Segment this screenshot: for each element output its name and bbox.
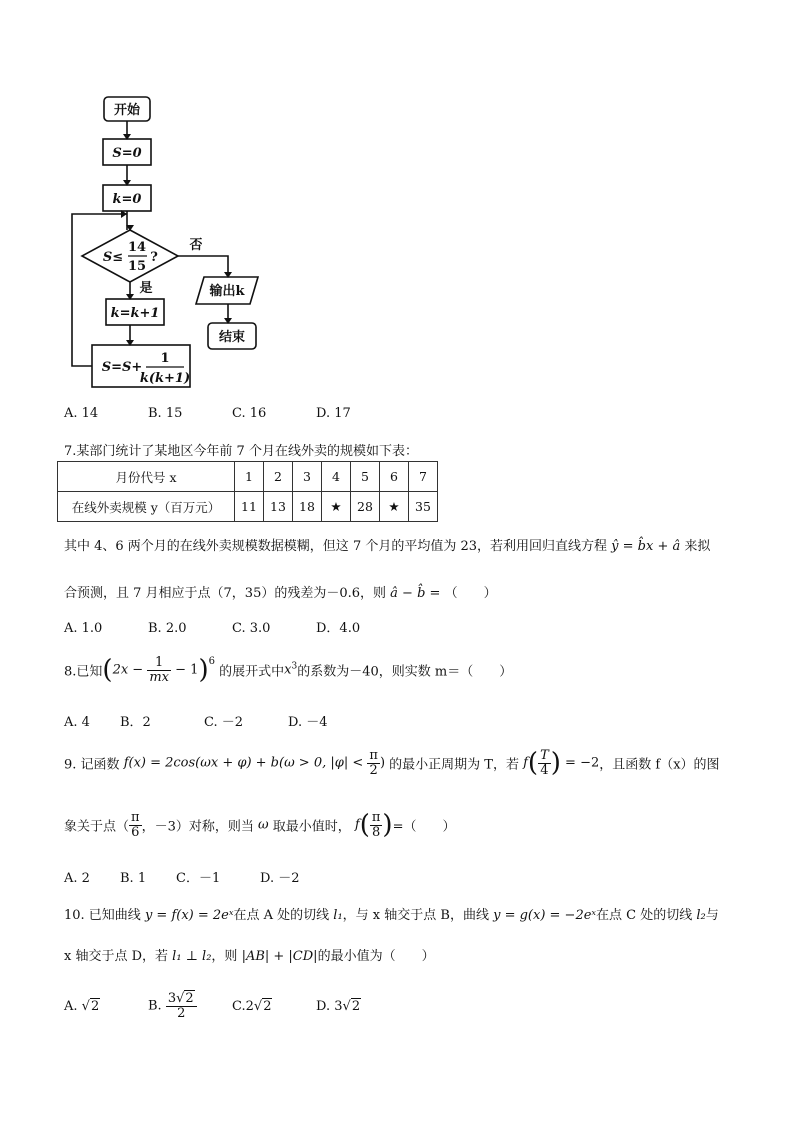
q6-options [64,406,351,421]
flow-cond-num: 14 [127,240,147,255]
flow-end-text: 结束 [218,330,246,345]
q7-line1-tail: 来拟 [684,539,711,554]
table-cell: 13 [264,492,293,522]
q8-suffix-a: 的展开式中 [219,664,285,680]
q9-pi-half [367,749,380,777]
q10-perp: l₁ ⊥ l₂ [172,949,212,964]
q9-end: ，且函数 f（x）的图 [599,757,720,773]
table-cell: 1 [235,462,264,492]
q9-pi-6 [129,811,142,839]
table-cell: 35 [409,492,438,522]
q9-p6-num: π [131,810,140,825]
table-row [58,492,438,522]
q6-option-b[interactable]: B. 15 [148,406,183,421]
table-cell: 2 [264,462,293,492]
flow-no-label: 否 [189,238,203,253]
q10-t2: ，与 x 轴交于点 B，曲线 [342,908,489,923]
flow-yes-label: 是 [139,281,153,296]
flow-s0-text: S=0 [112,146,142,161]
q8-suffix-b: 的系数为－40，则实数 m＝（ ） [297,664,513,680]
q9-pi-num: π [369,748,378,763]
q9-p6-den: 6 [131,824,140,840]
q7-line1 [64,535,710,554]
table-cell: 6 [380,462,409,492]
q10-line2-c: 的最小值为（ ） [317,949,435,964]
q8-exponent: 6 [208,656,215,667]
q10-line2-a: x 轴交于点 D，若 [64,949,169,964]
q8-option-d[interactable]: D. －4 [288,715,328,730]
q10-option-b-coef: 3 [167,991,177,1006]
q8-option-b[interactable]: B．2 [120,715,151,730]
q7-regression-eq: ŷ = b̂x + â [611,539,681,554]
q9-option-c[interactable]: C．－1 [176,871,221,886]
q9-option-a[interactable]: A. 2 [64,871,90,886]
q10-t1: 在点 A 处的切线 [233,908,330,923]
q9-p8-den: 8 [371,824,381,840]
q10-option-c[interactable]: C.2√2 [232,998,272,1014]
q7-option-b[interactable]: B. 2.0 [148,621,187,636]
q9-f-T: f [523,755,528,771]
q7-line2-tail: （ ） [444,586,497,601]
q8-prefix: 8.已知 [64,664,103,680]
q9-f8: f [354,817,360,833]
q9-pi-den: 2 [369,762,378,778]
q8-frac-num: 1 [147,656,171,671]
q10-option-c-coef: 2 [245,998,254,1014]
q8-option-a[interactable]: A. 4 [64,715,90,730]
q9-func-close: ) [379,755,386,771]
q8-fraction [147,656,171,684]
table-cell: ★ [322,492,351,522]
q10-l2: l₂ [696,908,706,923]
table-cell: 28 [351,492,380,522]
q9-line2-d: =（ ） [392,819,456,835]
q9-option-b[interactable]: B. 1 [120,871,147,886]
q10-option-b-label: B. [148,998,162,1014]
q8-option-c[interactable]: C. －2 [204,715,244,730]
q10-option-d-label: D. [316,998,331,1014]
q10-option-d-root: 2 [351,998,361,1014]
flow-update-num: 1 [160,351,170,366]
q9-function: f(x) = 2cos(ωx + φ) + b(ω > 0, |φ| < [123,755,364,771]
flow-k0-text: k=0 [112,192,142,207]
q10-option-d-coef: 3 [334,998,343,1014]
q10-option-a[interactable]: A. √2 [64,998,100,1014]
q6-option-c[interactable]: C. 16 [232,406,267,421]
table-cell: 3 [293,462,322,492]
flow-update-left: S=S+ [101,360,143,375]
q10-option-a-label: A. [64,998,78,1014]
q9-options [64,867,300,886]
table-cell: 5 [351,462,380,492]
q10-abs-expr: |AB| + |CD| [241,949,318,964]
q10-line2 [64,945,435,964]
q10-t3: 在点 C 处的切线 [596,908,693,923]
flow-update-den: k(k+1) [139,371,191,386]
q8-expr-b: − 1 [175,662,199,678]
table-cell: 18 [293,492,322,522]
q9-line2-c: 取最小值时， [272,819,351,835]
flow-cond-left: S≤ [102,250,124,265]
q9-omega: ω [257,817,269,833]
q8-expr-a: 2x − [112,662,144,678]
q9-T-den: 4 [540,762,549,778]
q10-option-b-root: 2 [185,991,194,1006]
q7-options [64,617,360,636]
q9-mid: 的最小正周期为 T，若 [389,757,519,773]
q7-line2-text: 合预测，且 7 月相应于点（7，35）的残差为－0.6，则 [64,586,387,601]
q8-x3-exp: 3 [291,661,298,672]
q10-line2-b: ，则 [211,949,238,964]
table-header-cell: 在线外卖规模 y（百万元） [58,492,235,522]
q9-option-d[interactable]: D. －2 [260,871,300,886]
q6-option-a[interactable]: A. 14 [64,406,99,421]
q9-T-val: = −2 [565,755,600,771]
q10-line1 [64,904,719,923]
q10-option-c-root: 2 [263,998,272,1014]
q7-option-d[interactable]: D．4.0 [316,621,361,636]
table-cell: 11 [235,492,264,522]
q9-pi-8 [370,811,383,839]
flow-cond-q: ? [150,250,158,265]
table-row [58,462,438,492]
q9-p8-num: π [371,810,381,825]
q9-T4 [538,749,551,777]
q7-ab-expr: â − b̂ = [390,586,441,601]
q10-eq2: y = g(x) = −2eˣ [493,908,597,923]
table-cell: ★ [380,492,409,522]
q7-stem: 7.某部门统计了某地区今年前 7 个月在线外卖的规模如下表： [64,444,418,459]
q9-line2-a: 象关于点（ [64,819,130,835]
flow-inc-text: k=k+1 [110,306,160,321]
q8-line: 8.已知(2x − $\frac{1}{mx}$ − 1)$^6$ 的展开式中$x^3$的系数为－40，则实数 m＝（ ） [64,655,513,686]
flow-start-text: 开始 [113,103,141,118]
q10-option-b-den: 2 [177,1005,186,1021]
table-cell: 4 [322,462,351,492]
q7-line2 [64,582,497,601]
q9-line2: 象关于点（ $\frac{\pi}{6}$ ，－3）对称，则当 ω 取最小值时， f( $\frac{\pi}{8}$ )=（ ） [64,810,456,841]
q10-option-a-root: 2 [90,998,100,1014]
q7-option-c[interactable]: C. 3.0 [232,621,271,636]
q8-options [64,711,328,730]
flow-cond-den: 15 [127,259,147,274]
q7-line1-text: 其中 4、6 两个月的在线外卖规模数据模糊，但这 7 个月的平均值为 23，若利用回归直线方程 [64,539,608,554]
q8-x3: x [284,662,292,678]
q7-option-a[interactable]: A. 1.0 [64,621,103,636]
q10-option-b[interactable]: B. $\frac{3√2}{2}$ [148,992,232,1020]
flow-output-text: 输出k [209,284,245,299]
q10-prefix: 10. 已知曲线 [64,908,141,923]
q6-option-d[interactable]: D. 17 [316,406,351,421]
q10-l1: l₁ [333,908,343,923]
q9-line1: 9. 记函数 f(x) = 2cos(ωx + φ) + b(ω > 0, |φ| < $\frac{\pi}{2}$ ) 的最小正周期为 T，若 f( $\frac{T}{4}$ ) = −2，且函数 f（x）的图 [64,748,720,779]
q10-option-c-label: C. [232,998,246,1014]
q10-eq1: y = f(x) = 2eˣ [144,908,234,923]
q8-frac-den: mx [149,669,170,685]
table-header-cell: 月份代号 x [58,462,235,492]
q9-prefix: 9. 记函数 [64,757,120,773]
q10-t4: 与 [705,908,719,923]
q7-table [57,461,438,522]
table-cell: 7 [409,462,438,492]
flowchart [0,0,300,400]
q10-options [64,992,361,1020]
q10-option-d[interactable]: D. 3√2 [316,998,361,1014]
q9-line2-b: ，－3）对称，则当 [141,819,254,835]
q9-T-num: T [540,748,549,763]
